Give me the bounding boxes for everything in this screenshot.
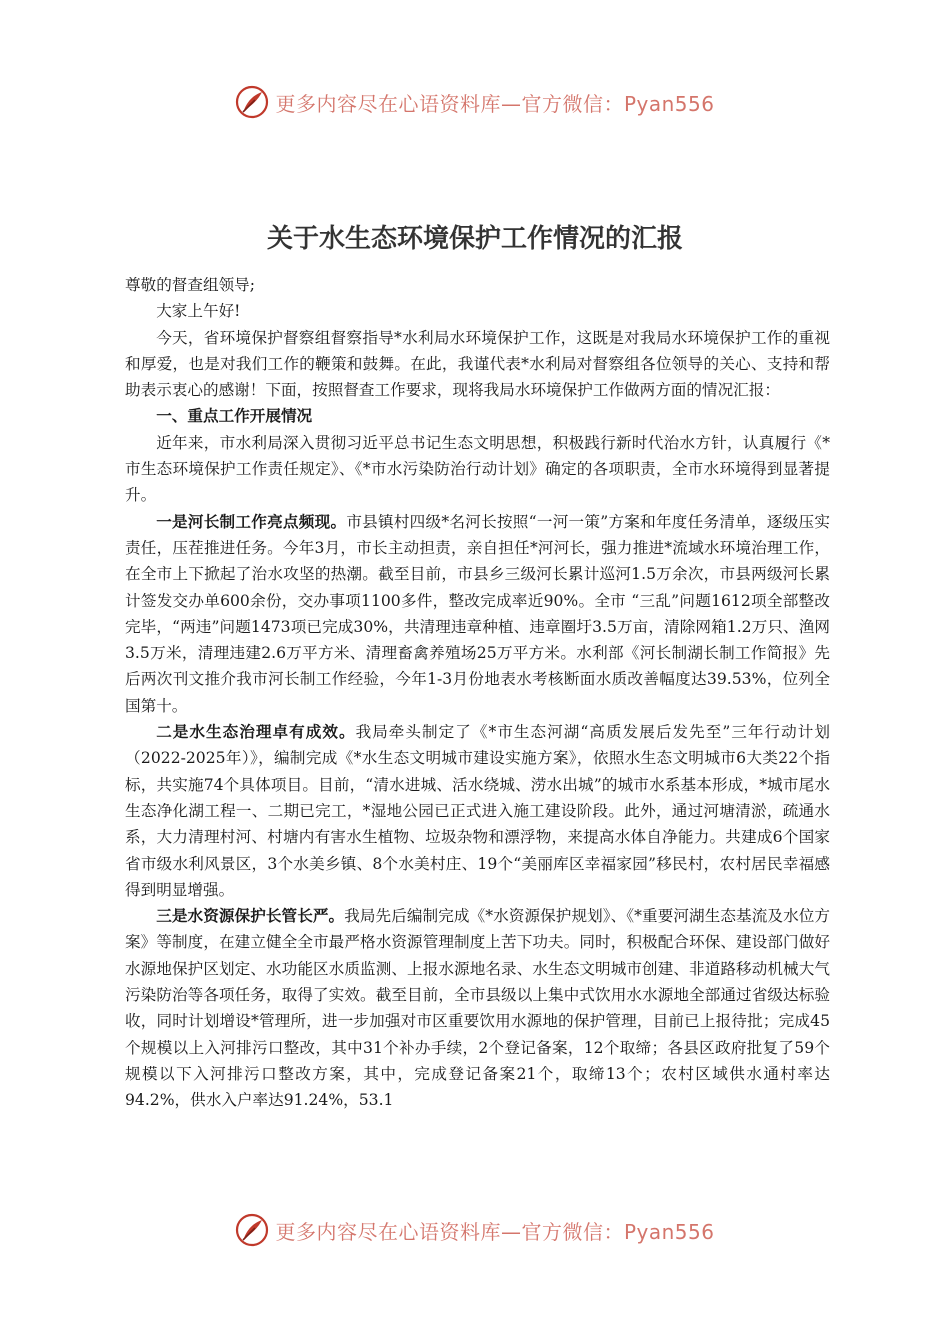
point-1-paragraph: [125, 509, 830, 719]
point-1-body: 市县镇村四级*名河长按照“一河一策”方案和年度任务清单，逐级压实责任，压茬推进任务。今年3月，市长主动担责，亲自担任*河河长，强力推进*流域水环境治理工作，在全市上下掀起了治水攻坚的热潮。截至目前，市县乡三级河长累计巡河1.5万余次，市县两级河长累计签发交办单600余份，交办事项1100多件，整改完成率近90%。全市 “三乱”问题1612项全部整改完毕，“两违”问题1473项已完成30%，共清理违章种植、违章圈圩3.5万亩，清除网箱1.2万只、渔网3.5万米，清理违建2.6万平方米、清理畜禽养殖场25万平方米。水利部《河长制湖长制工作简报》先后两次刊文推介我市河长制工作经验，今年1-3月份地表水考核断面水质改善幅度达39.53%，位列全国第十。: [125, 512, 830, 715]
point-2-paragraph: [125, 719, 830, 903]
document-body: [125, 272, 830, 1114]
greeting: 大家上午好!: [156, 302, 241, 321]
intro-paragraph: 今天，省环境保护督察组督察指导*水利局水环境保护工作，这既是对我局水环境保护工作的重视和厚爱，也是对我们工作的鞭策和鼓舞。在此，我谨代表*水利局对督察组各位领导的关心、支持和帮助表示衷心的感谢！下面，按照督查工作要求，现将我局水环境保护工作做两方面的情况汇报：: [125, 328, 830, 400]
footer-watermark-banner: [0, 1210, 950, 1250]
point-3-lead: 三是水资源保护长管长严。: [156, 907, 345, 926]
point-2-lead: 二是水生态治理卓有成效。: [156, 723, 356, 742]
feather-quill-logo-icon: [235, 1213, 269, 1247]
section-1-intro-paragraph: 近年来，市水利局深入贯彻习近平总书记生态文明思想，积极践行新时代治水方针，认真履行《*市生态环境保护工作责任规定》、《*市水污染防治行动计划》确定的各项职责，全市水环境得到显著提升。: [125, 433, 830, 505]
header-watermark-banner: [0, 82, 950, 122]
document-title: 关于水生态环境保护工作情况的汇报: [266, 224, 683, 254]
salutation: 尊敬的督查组领导;: [125, 276, 256, 294]
point-3-paragraph: [125, 903, 830, 1113]
section-heading-1: 一、重点工作开展情况: [156, 407, 313, 426]
footer-watermark-text: 更多内容尽在心语资料库—官方微信：Pyan556: [275, 1219, 715, 1244]
feather-quill-logo-icon: [235, 85, 269, 119]
point-2-body: 我局牵头制定了《*市生态河湖“高质发展后发先至”三年行动计划（2022-2025年）》，编制完成《*水生态文明城市建设实施方案》，依照水生态文明城市6大类22个指标，共实施74个具体项目。目前，“清水进城、活水绕城、涝水出城”的城市水系基本形成，*城市尾水生态净化湖工程一、二期已完工，*湿地公园已正式进入施工建设阶段。此外，通过河塘清淤，疏通水系，大力清理村河、村塘内有害水生植物、垃圾杂物和漂浮物，来提高水体自净能力。共建成6个国家省市级水利风景区，3个水美乡镇、8个水美村庄、19个“美丽库区幸福家园”移民村，农村居民幸福感得到明显增强。: [125, 723, 830, 899]
point-1-lead: 一是河长制工作亮点频现。: [156, 512, 347, 531]
point-3-body: 我局先后编制完成《*水资源保护规划》、《*重要河湖生态基流及水位方案》等制度，在建立健全全市最严格水资源管理制度上苦下功夫。同时，积极配合环保、建设部门做好水源地保护区划定、水功能区水质监测、上报水源地名录、水生态文明城市创建、非道路移动机械大气污染防治等各项任务，取得了实效。截至目前，全市县级以上集中式饮用水水源地全部通过省级达标验收，同时计划增设*管理所，进一步加强对市区重要饮用水源地的保护管理，目前已上报待批；完成45个规模以上入河排污口整改，其中31个补办手续，2个登记备案，12个取缔；各县区政府批复了59个规模以下入河排污口整改方案，其中，完成登记备案21个，取缔13个；农村区域供水通村率达94.2%，供水入户率达91.24%，53.1: [125, 907, 830, 1110]
header-watermark-text: 更多内容尽在心语资料库—官方微信：Pyan556: [275, 91, 715, 116]
